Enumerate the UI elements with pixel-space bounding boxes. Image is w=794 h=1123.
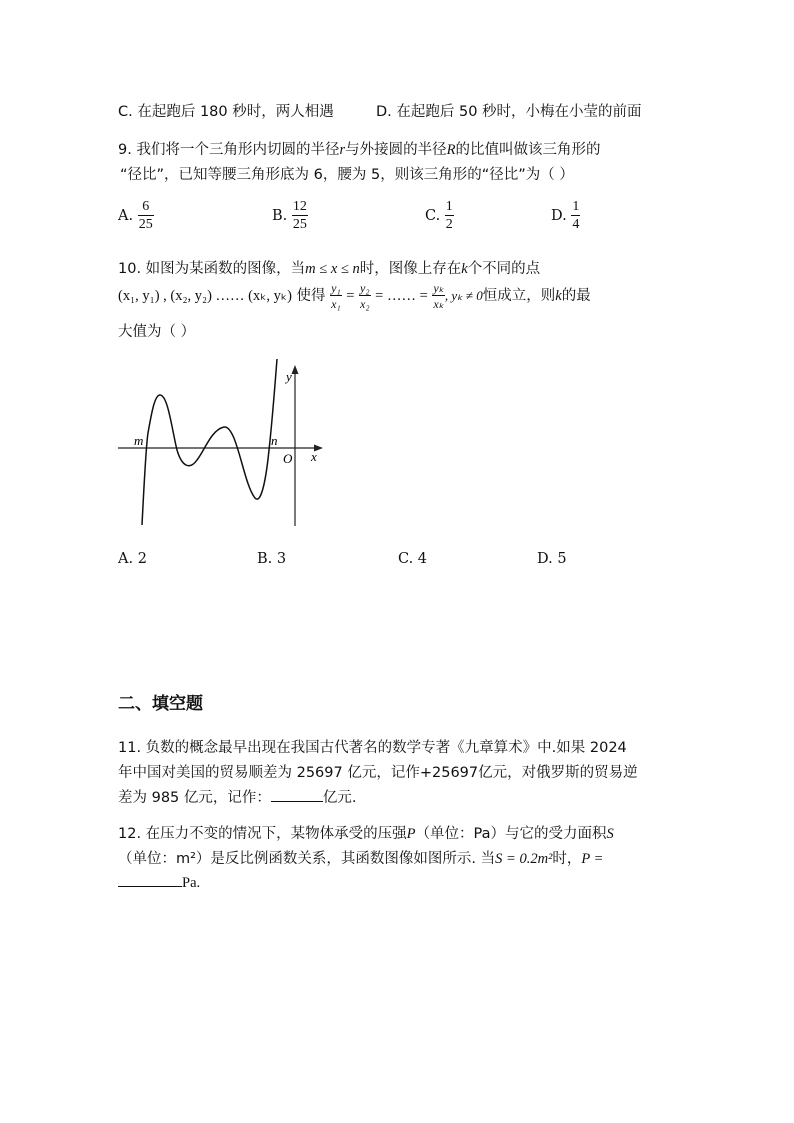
label-x: x xyxy=(311,449,317,464)
denominator: 25 xyxy=(138,217,153,232)
equals-sign: = xyxy=(346,288,355,304)
q10-condition: m ≤ x ≤ n xyxy=(305,261,360,277)
option-label: C. xyxy=(425,208,441,224)
q8-option-c: C. 在起跑后 180 秒时，两人相遇 xyxy=(118,104,334,120)
denominator: 4 xyxy=(572,217,580,232)
denominator: 2 xyxy=(445,217,453,232)
q10-var-k: k xyxy=(555,288,562,304)
q9-text-c: 的比值叫做该三角形的 xyxy=(455,142,601,158)
q9-var-R: R xyxy=(446,142,456,158)
q12-var-P: P xyxy=(406,826,416,842)
q10-text-make: 使得 xyxy=(296,288,326,304)
q9-option-b xyxy=(272,200,308,232)
q10-option-c: C. 4 xyxy=(398,551,428,567)
q9-text-b: 与外接圆的半径 xyxy=(345,142,447,158)
label-origin: O xyxy=(283,451,293,466)
q9-option-d xyxy=(551,200,580,232)
fraction xyxy=(432,282,444,310)
q11-text-b: 亿元. xyxy=(322,790,357,806)
q10-option-b: B. 3 xyxy=(257,551,287,567)
q9-text-a: 9. 我们将一个三角形内切圆的半径 xyxy=(118,142,340,158)
q12-text-c: （单位：m²）是反比例函数关系，其函数图像如图所示. 当 xyxy=(118,851,496,867)
q12-text-a: 12. 在压力不变的情况下，某物体承受的压强 xyxy=(118,826,407,842)
q12-line3 xyxy=(118,872,200,892)
numerator: 12 xyxy=(292,199,307,214)
q10-line3: 大值为（ ） xyxy=(118,324,196,340)
option-label: D. xyxy=(551,208,567,224)
fraction xyxy=(359,282,371,310)
q12-text-d: 时， xyxy=(552,851,582,867)
answer-blank[interactable] xyxy=(271,787,323,802)
q12-line1 xyxy=(118,822,614,843)
q10-text-a: 10. 如图为某函数的图像，当 xyxy=(118,261,306,277)
fraction xyxy=(292,200,308,232)
q10-text-b: 时，图像上存在 xyxy=(359,261,462,277)
q9-line1 xyxy=(118,138,600,159)
q12-line2 xyxy=(118,847,603,868)
q9-var-r: r xyxy=(339,142,346,158)
answer-blank[interactable] xyxy=(118,872,182,887)
denominator: xₖ xyxy=(433,297,444,311)
option-label: A. xyxy=(118,208,134,224)
q10-nonzero-condition: , yₖ ≠ 0 xyxy=(444,288,483,303)
numerator: yₖ xyxy=(433,281,444,295)
option-label: B. xyxy=(272,208,288,224)
denominator: x₂ xyxy=(360,297,370,311)
q12-p-equals: P = xyxy=(581,851,604,867)
q10-option-d: D. 5 xyxy=(537,551,567,567)
fraction xyxy=(571,200,580,232)
q11-line2: 年中国对美国的贸易顺差为 25697 亿元，记作+25697亿元，对俄罗斯的贸易逆 xyxy=(118,765,638,781)
q10-line2 xyxy=(118,282,591,310)
numerator: 6 xyxy=(142,199,150,214)
denominator: 25 xyxy=(292,217,307,232)
q10-option-a: A. 2 xyxy=(118,551,147,567)
q10-text-c: 个不同的点 xyxy=(467,261,541,277)
q11-line1: 11. 负数的概念最早出现在我国古代著名的数学专著《九章算术》中.如果 2024 xyxy=(118,740,627,756)
label-n: n xyxy=(271,433,278,448)
q8-option-d: D. 在起跑后 50 秒时，小梅在小莹的前面 xyxy=(376,104,642,120)
q10-points: (x₁, y₁) , (x₂, y₂) …… (xₖ, yₖ) xyxy=(118,288,292,304)
numerator: y₂ xyxy=(360,281,370,295)
q10-var-k: k xyxy=(461,261,468,277)
q9-option-a xyxy=(118,200,154,232)
q11-text-a: 差为 985 亿元，记作： xyxy=(118,790,271,806)
fraction xyxy=(330,282,342,310)
y-axis-arrow xyxy=(292,365,299,374)
label-y: y xyxy=(286,369,292,384)
q10-function-graph xyxy=(115,355,330,535)
function-curve xyxy=(142,359,277,525)
q10-text-d: 恒成立，则 xyxy=(482,288,556,304)
ellipsis-equals: = …… = xyxy=(375,288,428,304)
q12-condition: S = 0.2m² xyxy=(495,851,553,867)
denominator: x₁ xyxy=(331,297,341,311)
q12-text-b: （单位：Pa）与它的受力面积 xyxy=(415,826,607,842)
label-m: m xyxy=(134,433,144,448)
numerator: 1 xyxy=(445,199,453,214)
fraction xyxy=(445,200,454,232)
section-heading-fill-in: 二、填空题 xyxy=(118,694,203,714)
q9-line2: “径比”，已知等腰三角形底为 6，腰为 5，则该三角形的“径比”为（ ） xyxy=(120,167,574,183)
fraction xyxy=(138,200,154,232)
q12-unit: Pa. xyxy=(182,875,201,891)
q10-text-e: 的最 xyxy=(561,288,591,304)
numerator: y₁ xyxy=(331,281,341,295)
q12-var-S: S xyxy=(606,826,614,842)
q9-option-c xyxy=(425,200,454,232)
numerator: 1 xyxy=(572,199,580,214)
q11-line3 xyxy=(118,786,357,807)
q10-line1 xyxy=(118,257,540,278)
